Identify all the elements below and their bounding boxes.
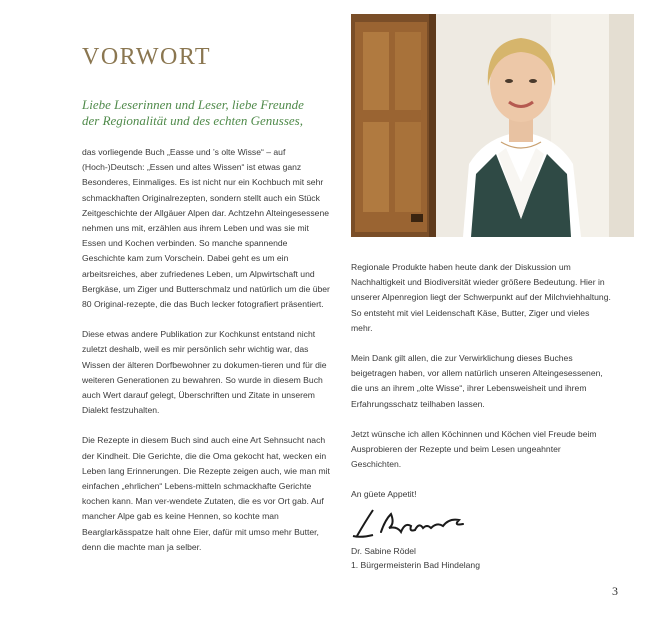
greeting-line: Liebe Leserinnen und Leser, liebe Freunde [82, 97, 304, 112]
paragraph: Regionale Produkte haben heute dank der Diskussion um Nachhaltigkeit und Biodiversität wieder größere Bedeutung. Hier in unserer Alpenregion liegt der Schwerpunkt auf der Milchviehhaltung. So entsteht mit viel Leidenschaft Käse, Butter, Ziger und vieles mehr. [351, 262, 611, 333]
paragraph: Diese etwas andere Publikation zur Kochkunst entstand nicht zuletzt deshalb, weil es mir persönlich sehr wichtig war, das Wissen der älteren Dorfbewohner zu dokumen-tieren und für die weiteren Generationen zu bewahren. So wurde in diesem Buch auch Wert darauf gelegt, Überschriften und Zitate in unserem Dialekt festzuhalten. [82, 329, 327, 416]
paragraph: Die Rezepte in diesem Buch sind auch eine Art Sehnsucht nach der Kindheit. Die Gerichte, die die Oma gekocht hat, wecken ein Leben lang Erinnerungen. Die Rezepte zeigen auch, wie man mit einfachen „ehrlichen“ Lebens-mitteln schmackhafte Gerichte kochen kann. Man ver-wendete Zutaten, die es vor Ort gab. Auf mancher Alpe gab es keine Hennen, so kochte man Bearglarkässpatze halt ohne Eier, dafür mit umso mehr Butter, denn die machte man ja selber. [82, 435, 330, 552]
paragraph: Mein Dank gilt allen, die zur Verwirklichung dieses Buches beigetragen haben, vor allem natürlich unseren Alteingesessenen, die uns an ihrem „olte Wisse“, ihrer Lebensweisheit und ihrem Erfahrungsschatz teilhaben lassen. [351, 353, 603, 409]
portrait-photo [351, 14, 634, 237]
greeting-line: der Regionalität und des echten Genusses, [82, 113, 303, 128]
signature-image [351, 502, 471, 542]
paragraph: das vorliegende Buch „Easse und ’s olte Wisse“ – auf (Hoch-)Deutsch: „Essen und altes Wissen“ ist etwas ganz Besonderes, Einmaliges. Es ist nicht nur ein Kochbuch mit sehr schmackhaften Originalrezepten, sondern stellt auch ein Stück Zeitgeschichte der Allgäuer Alpen dar. Achtzehn Alteingesessene nehmen uns mit, erzählen aus ihrem Leben und was sie mit Essen und Kochen verbinden. So manche spannende Geschichte kam zum Vorschein. Dabei geht es um ein arbeitsreiches, aber zufriedenes Leben, um Alpwirtschaft und Bergkäse, um Ziger und Butterschmalz und natürlich um die über 80 Original-rezepte, die das Buch lecker fotografiert präsentiert. [82, 147, 330, 310]
greeting [82, 97, 332, 129]
signer-title: 1. Bürgermeisterin Bad Hindelang [351, 560, 480, 570]
signature-block [351, 544, 480, 572]
closing-line: An güete Appetit! [351, 489, 417, 500]
left-column [82, 145, 332, 570]
right-column [351, 260, 611, 518]
page-title: VORWORT [82, 44, 212, 70]
signer-name: Dr. Sabine Rödel [351, 546, 416, 556]
page-number: 3 [612, 584, 618, 598]
paragraph: Jetzt wünsche ich allen Köchinnen und Köchen viel Freude beim Ausprobieren der Rezepte und beim Lesen ungeahnter Geschichten. [351, 428, 597, 470]
